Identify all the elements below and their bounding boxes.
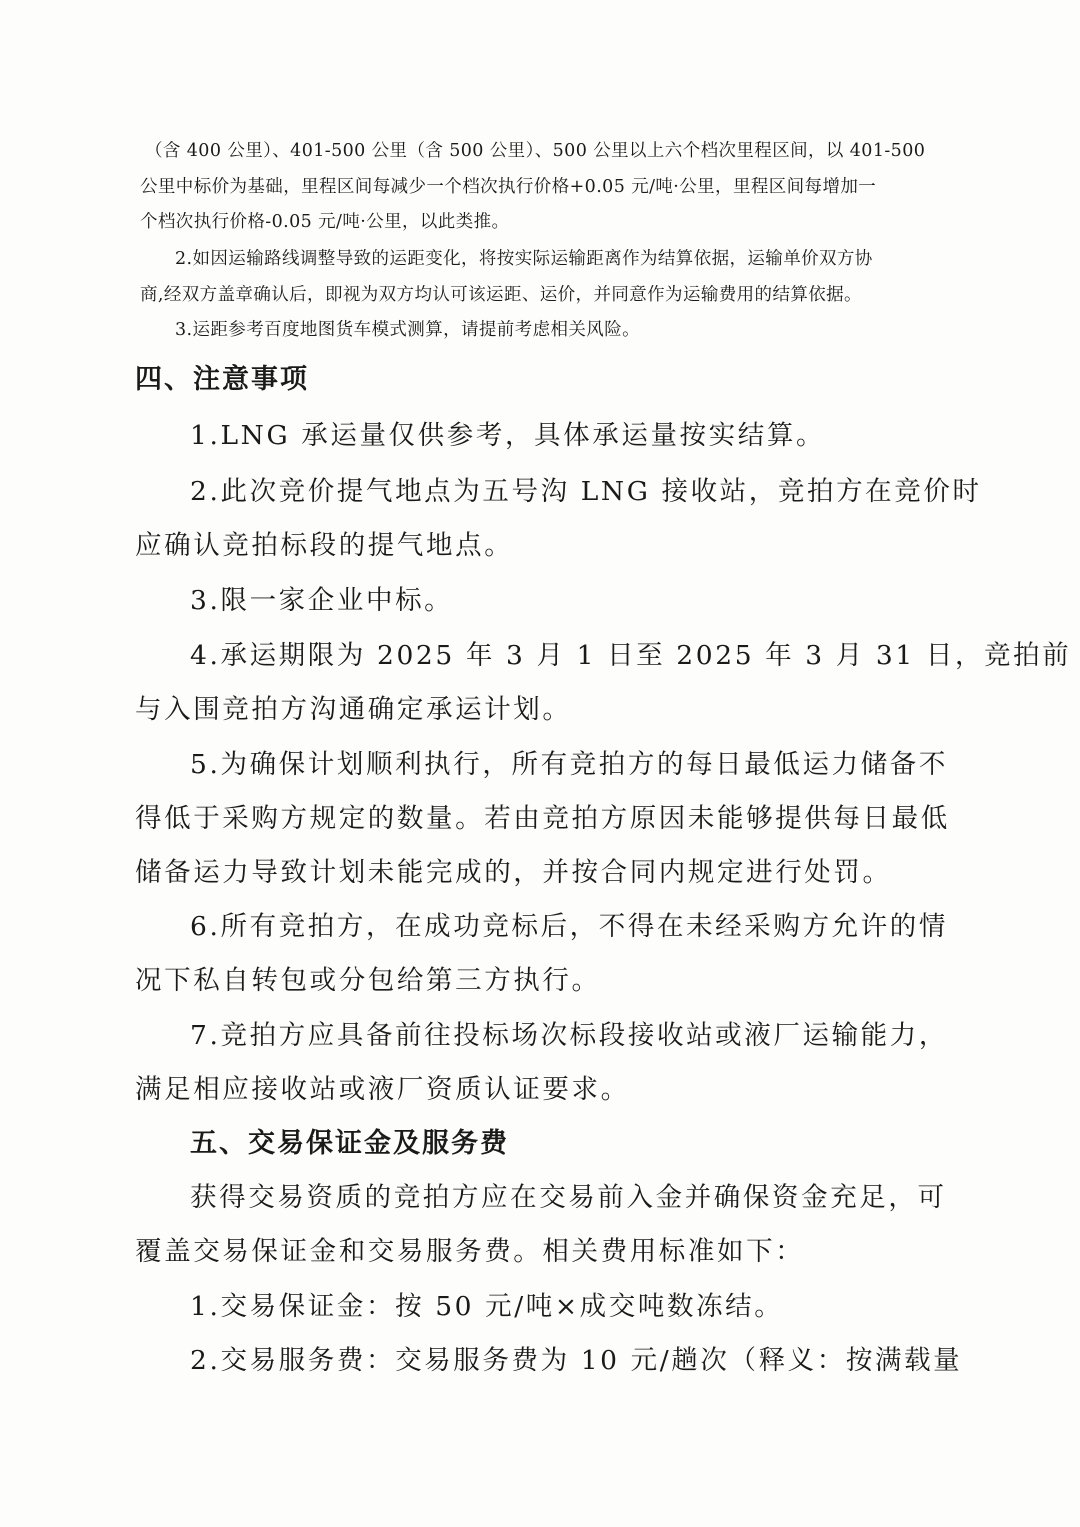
notice-item-4-line-2: 与入围竞拍方沟通确定承运计划。 bbox=[135, 694, 572, 725]
notice-item-5-line-3: 储备运力导致计划未能完成的，并按合同内规定进行处罚。 bbox=[135, 857, 892, 888]
deposit-intro-line-1: 获得交易资质的竞拍方应在交易前入金并确保资金充足，可 bbox=[190, 1182, 947, 1213]
route-change-note-line-2: 商,经双方盖章确认后，即视为双方均认可该运距、运价，并同意作为运输费用的结算依据。 bbox=[140, 285, 862, 305]
notice-item-7-line-2: 满足相应接收站或液厂资质认证要求。 bbox=[135, 1074, 630, 1105]
notice-item-1: 1.LNG 承运量仅供参考，具体承运量按实结算。 bbox=[190, 420, 826, 451]
mileage-tier-text-line-3: 个档次执行价格-0.05 元/吨·公里，以此类推。 bbox=[140, 212, 510, 232]
distance-reference-note: 3.运距参考百度地图货车模式测算，请提前考虑相关风险。 bbox=[175, 320, 640, 340]
route-change-note-line-1: 2.如因运输路线调整导致的运距变化，将按实际运输距离作为结算依据，运输单价双方协 bbox=[175, 249, 873, 269]
section-heading-deposit-fees: 五、交易保证金及服务费 bbox=[190, 1128, 509, 1159]
deposit-item-1: 1.交易保证金：按 50 元/吨×成交吨数冻结。 bbox=[190, 1291, 784, 1322]
notice-item-2-line-2: 应确认竞拍标段的提气地点。 bbox=[135, 530, 514, 561]
mileage-tier-text-line-2: 公里中标价为基础，里程区间每减少一个档次执行价格+0.05 元/吨·公里，里程区间每增加一 bbox=[140, 177, 877, 197]
section-heading-notices: 四、注意事项 bbox=[135, 364, 309, 395]
notice-item-7-line-1: 7.竞拍方应具备前往投标场次标段接收站或液厂运输能力， bbox=[190, 1020, 948, 1051]
notice-item-3: 3.限一家企业中标。 bbox=[190, 585, 454, 616]
notice-item-5-line-1: 5.为确保计划顺利执行，所有竞拍方的每日最低运力储备不 bbox=[190, 749, 948, 780]
service-fee-item-2: 2.交易服务费：交易服务费为 10 元/趟次（释义：按满载量 bbox=[190, 1345, 963, 1376]
notice-item-6-line-1: 6.所有竞拍方，在成功竞标后，不得在未经采购方允许的情 bbox=[190, 911, 948, 942]
notice-item-4-line-1: 4.承运期限为 2025 年 3 月 1 日至 2025 年 3 月 31 日，竞拍前 bbox=[190, 640, 1072, 671]
notice-item-6-line-2: 况下私自转包或分包给第三方执行。 bbox=[135, 965, 601, 996]
notice-item-5-line-2: 得低于采购方规定的数量。若由竞拍方原因未能够提供每日最低 bbox=[135, 803, 950, 834]
mileage-tier-text-line-1: （含 400 公里）、401-500 公里（含 500 公里）、500 公里以上六个档次里程区间，以 401-500 bbox=[145, 141, 926, 161]
notice-item-2-line-1: 2.此次竞价提气地点为五号沟 LNG 接收站，竞拍方在竞价时 bbox=[190, 476, 982, 507]
deposit-intro-line-2: 覆盖交易保证金和交易服务费。相关费用标准如下： bbox=[135, 1236, 805, 1267]
